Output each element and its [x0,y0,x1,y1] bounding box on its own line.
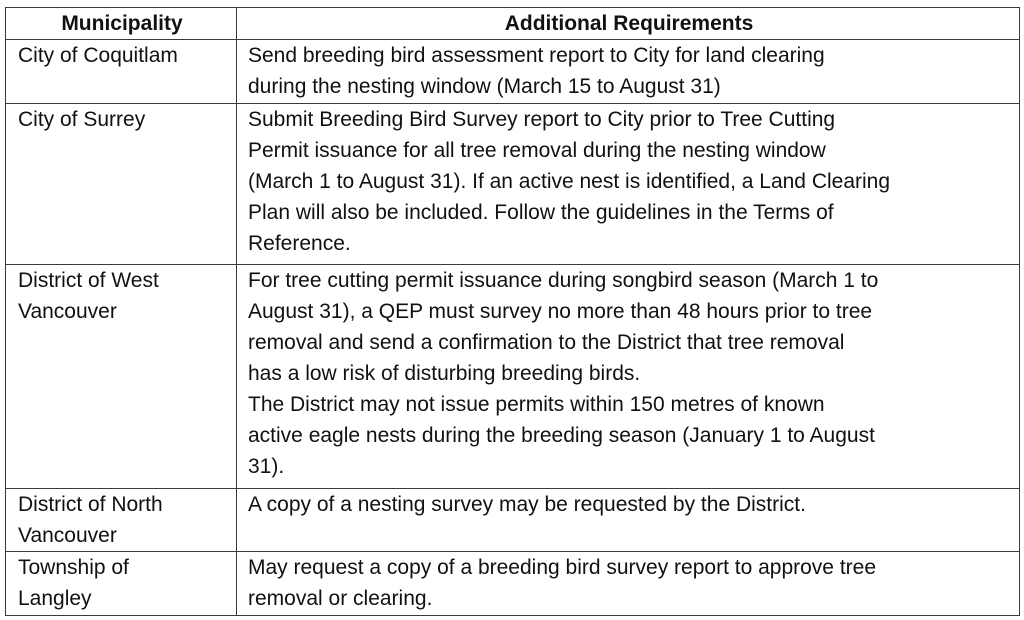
requirement-line: Send breeding bird assessment report to City for land clearing [248,44,825,67]
requirement-line: Submit Breeding Bird Survey report to City prior to Tree Cutting [248,108,836,131]
requirement-line: 31). [248,455,285,478]
table-row [6,552,1020,616]
municipality-cell [6,265,237,489]
municipality-cell [6,104,237,265]
municipality-cell [6,40,237,104]
requirement-line: has a low risk of disturbing breeding birds. [248,362,641,385]
table-row [6,489,1020,552]
municipality-name: District of West [18,269,159,292]
requirement-line: active eagle nests during the breeding season (January 1 to August [248,424,875,447]
municipality-name: Langley [18,587,92,610]
requirement-line: removal and send a confirmation to the District that tree removal [248,331,845,354]
requirement-line: The District may not issue permits within 150 metres of known [248,393,825,416]
requirement-line: August 31), a QEP must survey no more than 48 hours prior to tree [248,300,873,323]
municipality-cell [6,552,237,616]
requirement-line: (March 1 to August 31). If an active nest is identified, a Land Clearing [248,170,891,193]
requirement-line: For tree cutting permit issuance during songbird season (March 1 to [248,269,879,292]
table-row [6,265,1020,489]
requirements-cell [237,104,1020,265]
header-additional-requirements: Additional Requirements [237,8,1020,40]
municipality-name: Township of [18,556,129,579]
municipality-name: Vancouver [18,300,117,323]
table-row [6,104,1020,265]
requirement-line: A copy of a nesting survey may be requested by the District. [248,493,806,516]
header-municipality: Municipality [6,8,237,40]
municipality-name: City of Coquitlam [18,44,178,67]
requirement-line: removal or clearing. [248,587,433,610]
municipality-name: City of Surrey [18,108,146,131]
requirement-line: during the nesting window (March 15 to August 31) [248,75,721,98]
requirement-line: May request a copy of a breeding bird survey report to approve tree [248,556,877,579]
requirement-line: Reference. [248,232,351,255]
requirement-line: Plan will also be included. Follow the guidelines in the Terms of [248,201,834,224]
municipality-name: Vancouver [18,524,117,547]
requirements-cell [237,40,1020,104]
requirement-line: Permit issuance for all tree removal during the nesting window [248,139,826,162]
municipality-cell [6,489,237,552]
municipality-name: District of North [18,493,163,516]
table-row [6,40,1020,104]
requirements-cell [237,265,1020,489]
requirements-table [5,7,1020,616]
header-row [6,8,1020,40]
requirements-cell [237,552,1020,616]
requirements-cell [237,489,1020,552]
